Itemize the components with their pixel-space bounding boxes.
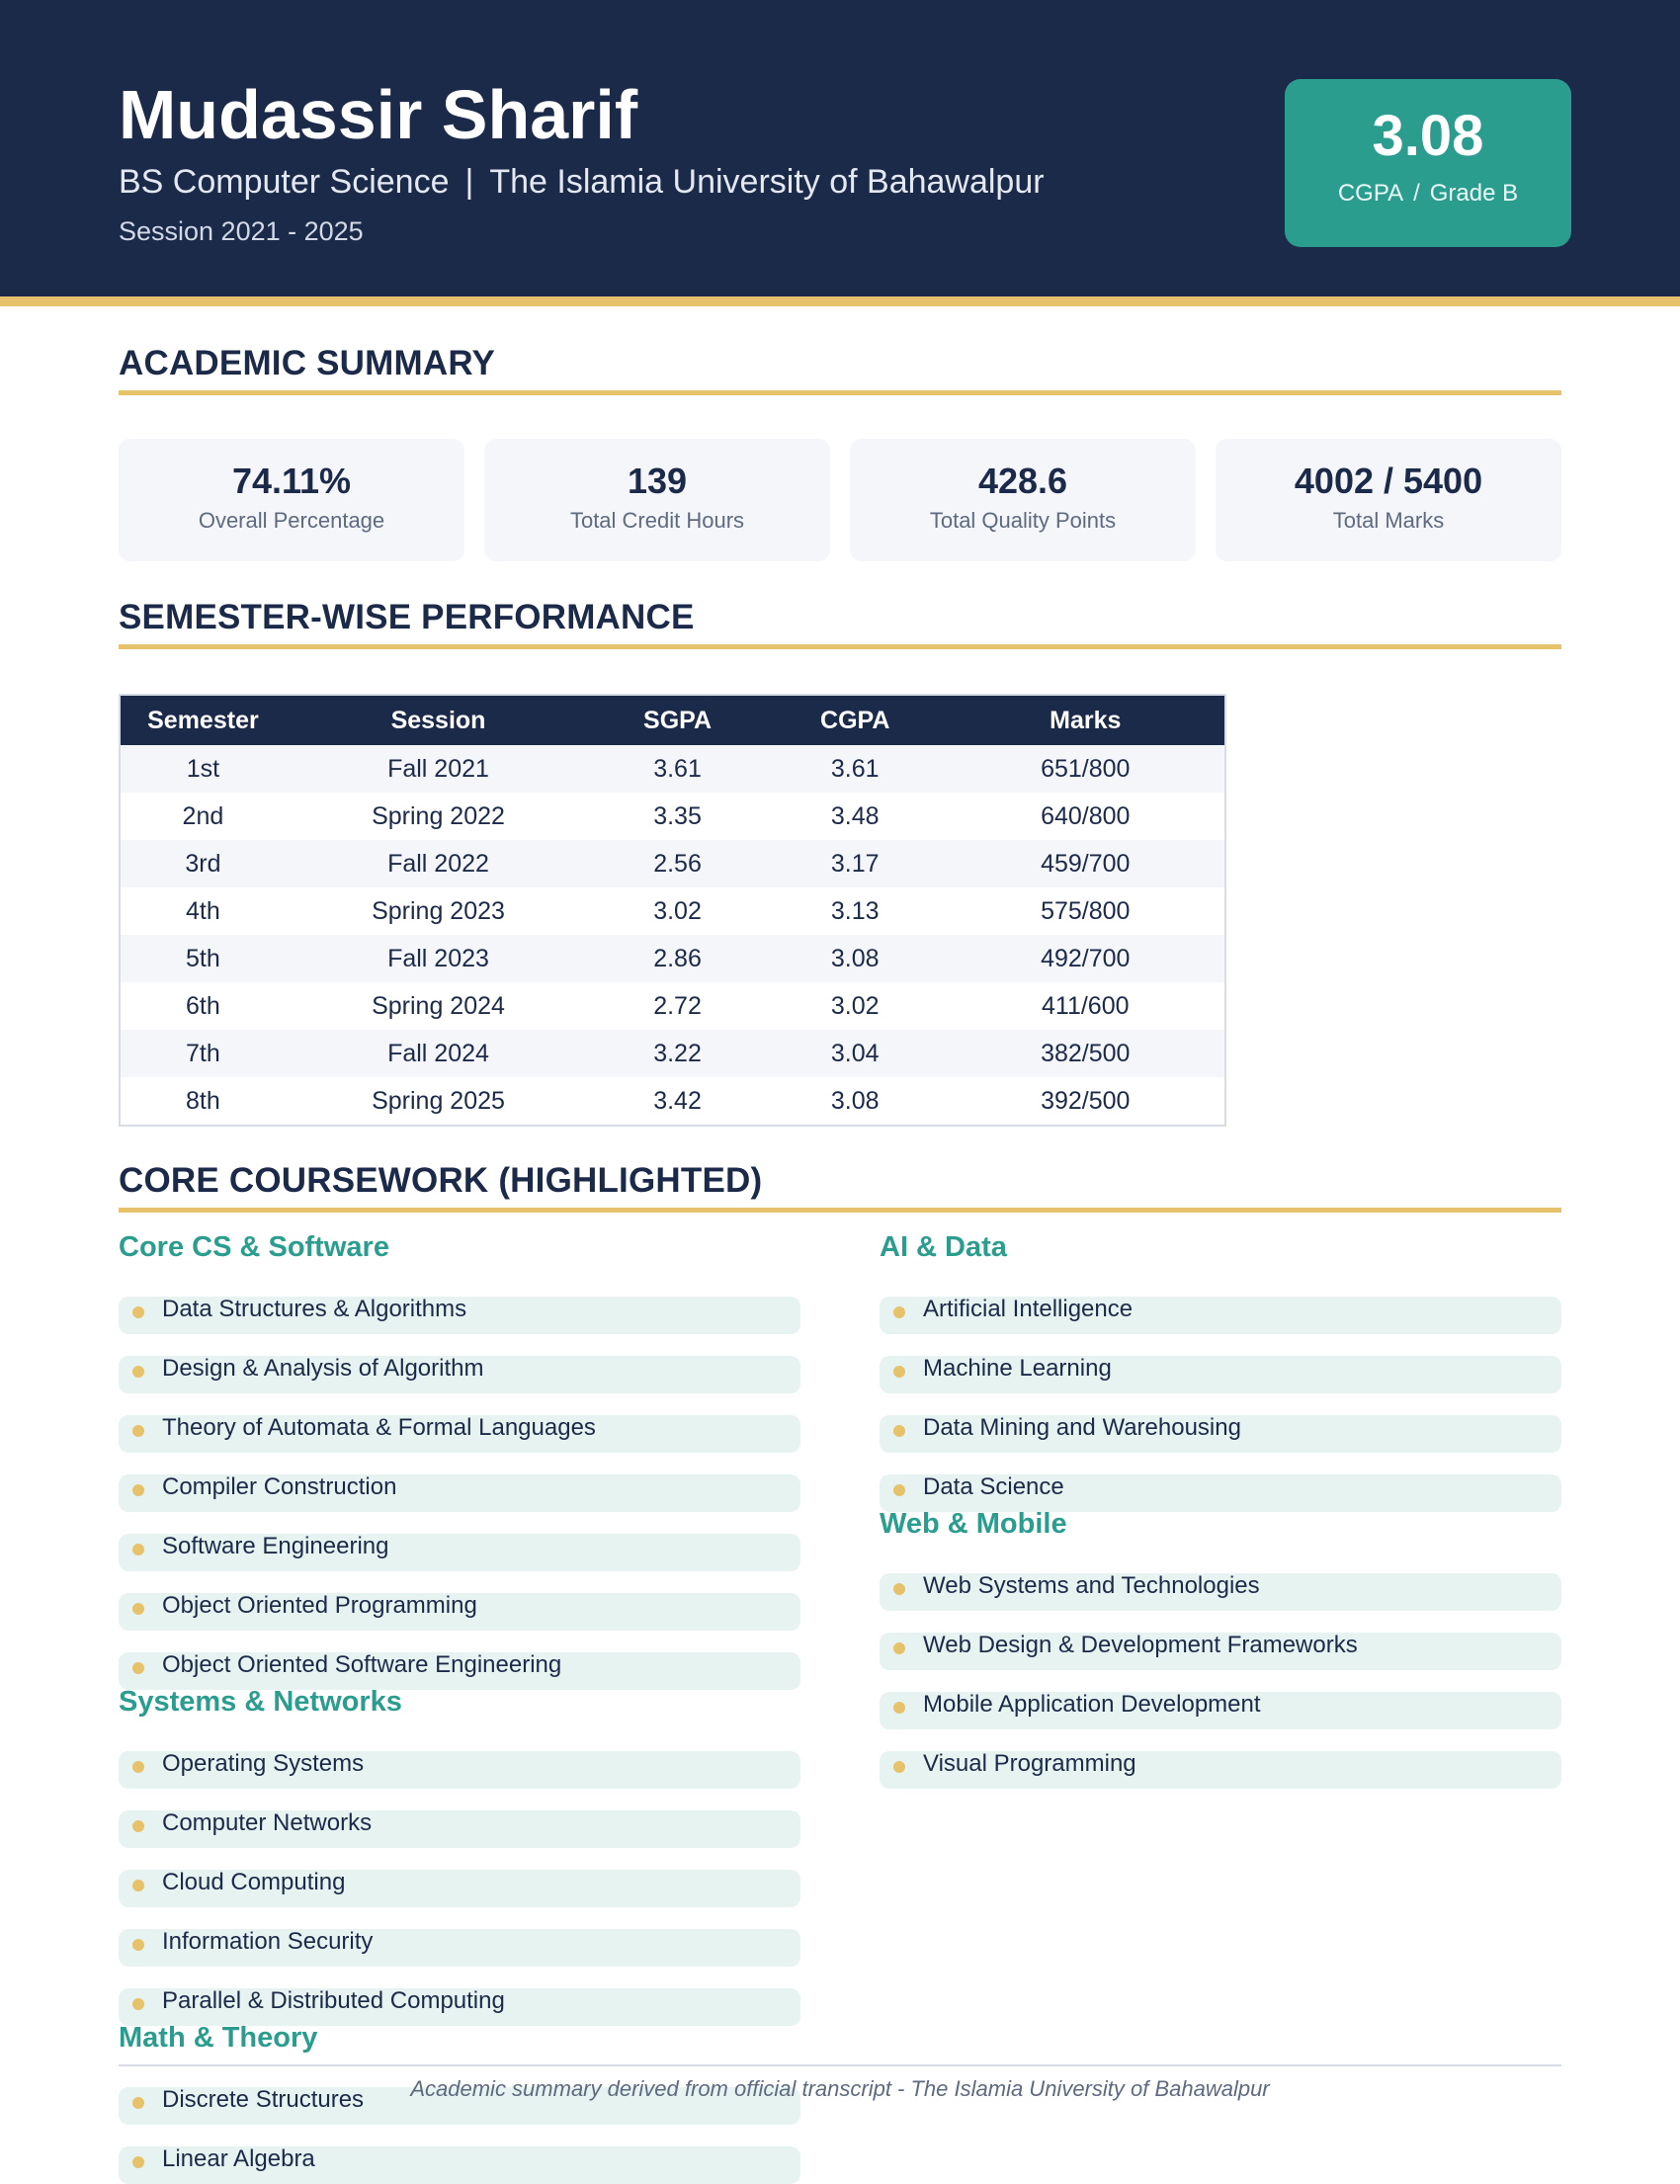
cell-semester: 6th — [120, 982, 286, 1030]
bullet-icon — [893, 1366, 905, 1378]
card-value: 74.11% — [231, 461, 352, 501]
course-label: Machine Learning — [923, 1355, 1112, 1382]
cell-session: Spring 2024 — [286, 982, 591, 1030]
course-item — [880, 1297, 1561, 1334]
bullet-icon — [132, 1366, 144, 1378]
group-title-systems-networks: Systems & Networks — [119, 1686, 402, 1718]
course-label: Computer Networks — [162, 1809, 373, 1836]
cell-cgpa: 3.04 — [764, 1030, 947, 1077]
bullet-icon — [132, 1484, 144, 1496]
course-item — [119, 1929, 800, 1967]
course-item — [880, 1415, 1561, 1453]
cell-semester: 7th — [120, 1030, 286, 1077]
bullet-icon — [132, 1761, 144, 1773]
column-header: CGPA — [764, 695, 947, 745]
section-divider — [119, 644, 1561, 649]
section-divider — [119, 390, 1561, 395]
bullet-icon — [132, 1603, 144, 1615]
course-item — [119, 1870, 800, 1907]
summary-card-quality-points — [850, 439, 1196, 561]
bullet-icon — [893, 1702, 905, 1714]
grade: Grade B — [1429, 180, 1519, 207]
cgpa-separator: / — [1413, 180, 1420, 207]
card-label: Overall Percentage — [198, 508, 385, 533]
core-coursework-title: CORE COURSEWORK (HIGHLIGHTED) — [119, 1161, 763, 1200]
group-title-web-mobile: Web & Mobile — [880, 1508, 1067, 1540]
table-header-row — [120, 695, 1225, 745]
summary-card-total-marks — [1216, 439, 1561, 561]
course-item — [880, 1356, 1561, 1393]
course-label: Object Oriented Software Engineering — [162, 1651, 562, 1678]
cell-sgpa: 2.72 — [591, 982, 764, 1030]
course-label: Data Mining and Warehousing — [923, 1414, 1241, 1441]
card-label: Total Marks — [1332, 508, 1445, 533]
bullet-icon — [132, 1306, 144, 1318]
course-label: Information Security — [162, 1928, 374, 1955]
course-label: Theory of Automata & Formal Languages — [162, 1414, 596, 1441]
bullet-icon — [132, 1939, 144, 1951]
card-label: Total Credit Hours — [569, 508, 745, 533]
course-item — [119, 1593, 800, 1631]
footer-note: Academic summary derived from official transcript - The Islamia University of Bahawalpur — [410, 2076, 1270, 2101]
column-header: SGPA — [591, 695, 764, 745]
cgpa-value: 3.08 — [1372, 104, 1484, 168]
course-label: Parallel & Distributed Computing — [162, 1987, 505, 2014]
cell-sgpa: 2.86 — [591, 935, 764, 982]
bullet-icon — [132, 1820, 144, 1832]
card-value: 4002 / 5400 — [1294, 461, 1483, 501]
university: The Islamia University of Bahawalpur — [489, 163, 1045, 201]
degree-line — [119, 162, 1045, 202]
cell-session: Fall 2024 — [286, 1030, 591, 1077]
course-label: Design & Analysis of Algorithm — [162, 1355, 484, 1382]
course-label: Software Engineering — [162, 1533, 389, 1559]
bullet-icon — [132, 1425, 144, 1437]
cell-semester: 4th — [120, 887, 286, 935]
cell-marks: 492/700 — [947, 935, 1225, 982]
table-row — [120, 793, 1225, 840]
bullet-icon — [893, 1642, 905, 1654]
course-label: Compiler Construction — [162, 1473, 397, 1500]
course-item — [119, 1356, 800, 1393]
course-item — [880, 1633, 1561, 1670]
bullet-icon — [893, 1484, 905, 1496]
cell-sgpa: 3.61 — [591, 745, 764, 793]
cell-sgpa: 3.22 — [591, 1030, 764, 1077]
card-label: Total Quality Points — [929, 508, 1117, 533]
session-line: Session 2021 - 2025 — [119, 216, 364, 246]
course-item — [119, 1297, 800, 1334]
course-item — [880, 1692, 1561, 1729]
section-divider — [119, 1208, 1561, 1213]
course-item — [880, 1573, 1561, 1611]
cell-sgpa: 3.42 — [591, 1077, 764, 1126]
cell-marks: 459/700 — [947, 840, 1225, 887]
course-label: Discrete Structures — [162, 2086, 365, 2113]
cell-cgpa: 3.02 — [764, 982, 947, 1030]
course-item — [119, 1415, 800, 1453]
column-header: Semester — [120, 695, 286, 745]
header-divider — [0, 296, 1680, 306]
cell-marks: 411/600 — [947, 982, 1225, 1030]
cell-semester: 1st — [120, 745, 286, 793]
table-row — [120, 887, 1225, 935]
bullet-icon — [132, 1880, 144, 1891]
group-title-ai-data: AI & Data — [880, 1231, 1007, 1263]
cell-marks: 640/800 — [947, 793, 1225, 840]
column-header: Session — [286, 695, 591, 745]
cell-cgpa: 3.61 — [764, 745, 947, 793]
semester-performance-table — [119, 694, 1226, 1127]
student-name: Mudassir Sharif — [119, 76, 638, 153]
course-label: Linear Algebra — [162, 2145, 315, 2172]
footer-divider — [119, 2064, 1561, 2066]
course-label: Web Systems and Technologies — [923, 1572, 1260, 1599]
cell-session: Spring 2025 — [286, 1077, 591, 1126]
group-title-math-theory: Math & Theory — [119, 2022, 318, 2054]
summary-card-percentage — [119, 439, 464, 561]
bullet-icon — [132, 1662, 144, 1674]
semester-performance-title: SEMESTER-WISE PERFORMANCE — [119, 598, 695, 636]
course-label: Data Structures & Algorithms — [162, 1296, 467, 1322]
bullet-icon — [893, 1583, 905, 1595]
course-item — [119, 1810, 800, 1848]
course-item — [880, 1751, 1561, 1789]
cgpa-card — [1285, 79, 1571, 247]
course-item — [119, 1534, 800, 1571]
bullet-icon — [132, 1998, 144, 2010]
cell-session: Spring 2022 — [286, 793, 591, 840]
course-label: Cloud Computing — [162, 1869, 346, 1895]
cell-cgpa: 3.48 — [764, 793, 947, 840]
bullet-icon — [893, 1306, 905, 1318]
cell-sgpa: 2.56 — [591, 840, 764, 887]
cell-marks: 651/800 — [947, 745, 1225, 793]
course-label: Visual Programming — [923, 1750, 1136, 1777]
bullet-icon — [132, 1544, 144, 1555]
cell-marks: 575/800 — [947, 887, 1225, 935]
cell-semester: 8th — [120, 1077, 286, 1126]
academic-summary-title: ACADEMIC SUMMARY — [119, 344, 496, 382]
cgpa-grade-label — [1285, 180, 1571, 208]
course-item — [119, 1751, 800, 1789]
course-label: Mobile Application Development — [923, 1691, 1261, 1718]
cgpa-label: CGPA — [1337, 180, 1404, 207]
cell-session: Spring 2023 — [286, 887, 591, 935]
group-title-core-cs: Core CS & Software — [119, 1231, 389, 1263]
cell-cgpa: 3.17 — [764, 840, 947, 887]
cell-semester: 5th — [120, 935, 286, 982]
course-item — [119, 2146, 800, 2184]
cell-marks: 382/500 — [947, 1030, 1225, 1077]
table-row — [120, 745, 1225, 793]
course-label: Artificial Intelligence — [923, 1296, 1134, 1322]
cell-sgpa: 3.02 — [591, 887, 764, 935]
course-label: Object Oriented Programming — [162, 1592, 477, 1619]
card-value: 139 — [627, 461, 688, 501]
degree-separator: | — [464, 163, 474, 201]
degree: BS Computer Science — [119, 163, 450, 201]
cell-cgpa: 3.08 — [764, 935, 947, 982]
table-row — [120, 1077, 1225, 1126]
cell-semester: 3rd — [120, 840, 286, 887]
cell-session: Fall 2022 — [286, 840, 591, 887]
table-row — [120, 935, 1225, 982]
table-row — [120, 1030, 1225, 1077]
bullet-icon — [132, 2156, 144, 2168]
card-value: 428.6 — [977, 461, 1068, 501]
summary-card-credit-hours — [484, 439, 830, 561]
cell-session: Fall 2023 — [286, 935, 591, 982]
cell-semester: 2nd — [120, 793, 286, 840]
profile-header — [0, 0, 1680, 296]
course-label: Operating Systems — [162, 1750, 365, 1777]
cell-sgpa: 3.35 — [591, 793, 764, 840]
column-header: Marks — [947, 695, 1225, 745]
cell-cgpa: 3.13 — [764, 887, 947, 935]
bullet-icon — [893, 1425, 905, 1437]
table-row — [120, 840, 1225, 887]
cell-marks: 392/500 — [947, 1077, 1225, 1126]
cell-session: Fall 2021 — [286, 745, 591, 793]
course-label: Web Design & Development Frameworks — [923, 1632, 1358, 1658]
course-label: Data Science — [923, 1473, 1064, 1500]
table-row — [120, 982, 1225, 1030]
course-item — [119, 1474, 800, 1512]
cell-cgpa: 3.08 — [764, 1077, 947, 1126]
bullet-icon — [893, 1761, 905, 1773]
